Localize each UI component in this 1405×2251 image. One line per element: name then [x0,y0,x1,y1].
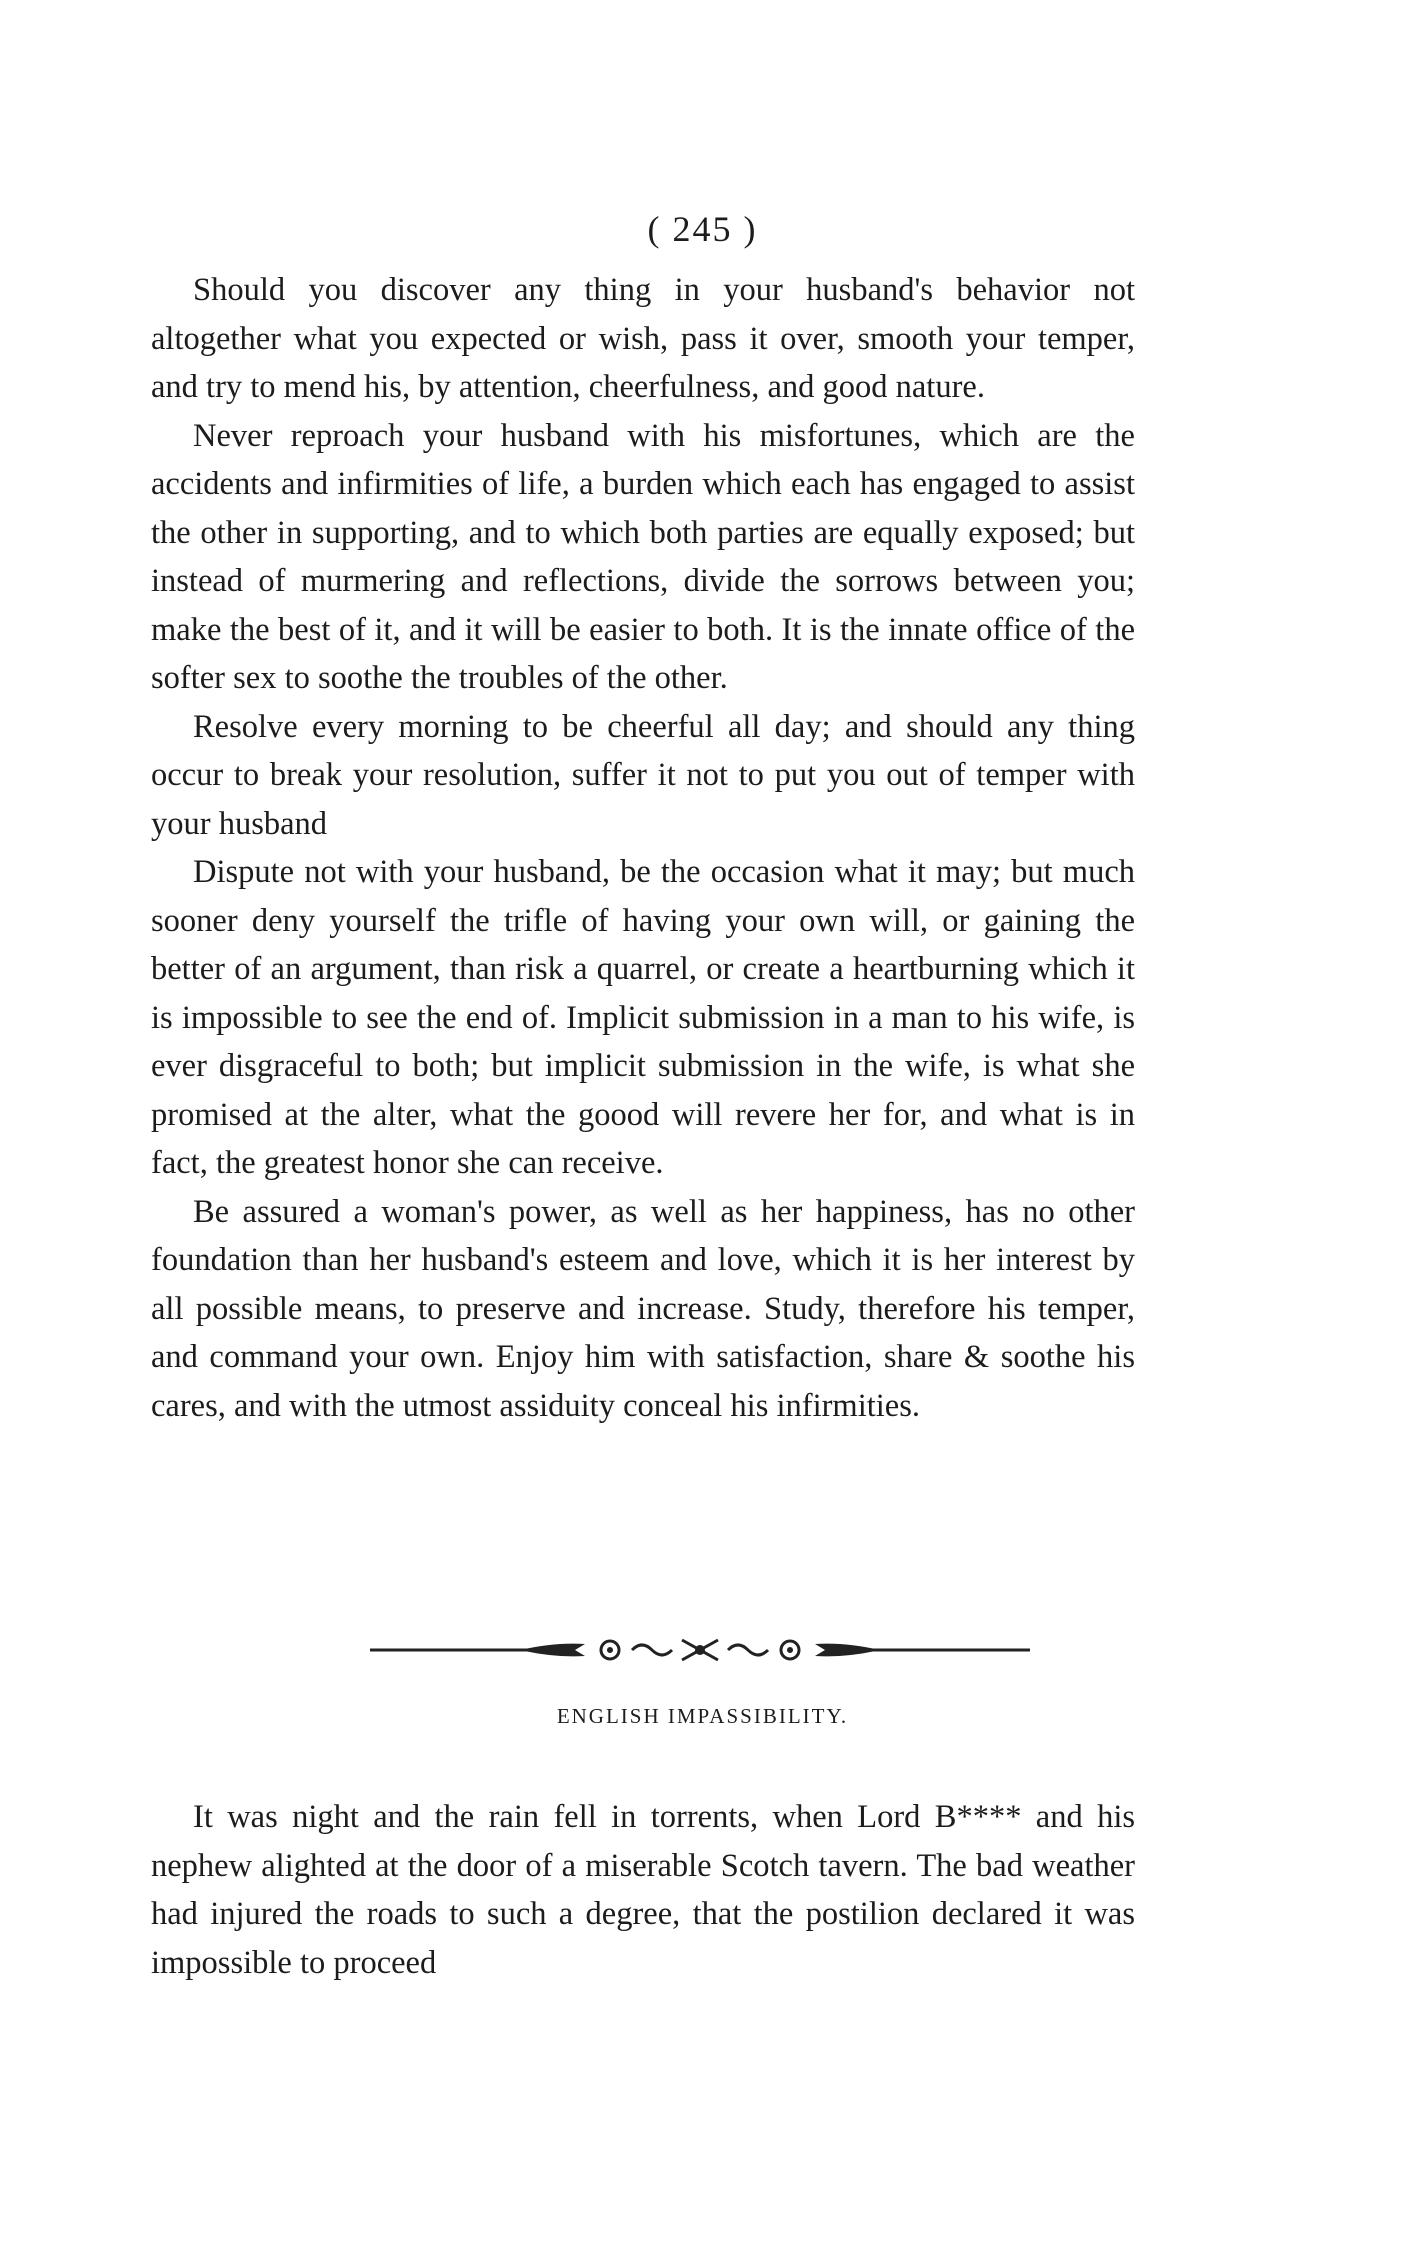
section-heading: ENGLISH IMPASSIBILITY. [556,1704,849,1728]
page-number: ( 245 ) [647,209,758,249]
ornamental-divider [370,1630,1030,1670]
paragraph-womans-power: Be assured a woman's power, as well as her happiness, has no other foundation than her husband's esteem and love, which it is her interest by all possible means, to preserve and increase. Study, therefore his temper, and command your own. Enjoy him with satisfaction, share & soothe his cares, and with the utmost assiduity conceal his infirmities. [151,1193,1135,1424]
paragraph-night-rain: It was night and the rain fell in torrents, when Lord B**** and his nephew alighted at the door of a miserable Scotch tavern. The bad weather had injured the roads to such a degree, that the postilion declared it was impossible to proceed [151,1799,1135,1981]
paragraph-misfortunes: Never reproach your husband with his misfortunes, which are the accidents and infirmities of life, a burden which each has engaged to assist the other in supporting, and to which both parties are equally exposed; but instead of murmering and reflections, divide the sorrows between you; make the best of it, and it will be easier to both. It is the innate office of the softer sex to soothe the troubles of the other. [151,417,1135,696]
body-text-top [151,266,1135,1430]
paragraph-cheerful: Resolve every morning to be cheerful all day; and should any thing occur to break your resolution, suffer it not to put you out of temper with your husband [151,708,1135,842]
paragraph-behavior: Should you discover any thing in your husband's behavior not altogether what you expected or wish, pass it over, smooth your temper, and try to mend his, by attention, cheerfulness, and good nature. [151,272,1135,405]
body-text-bottom [151,1793,1135,1987]
paragraph-dispute: Dispute not with your husband, be the occasion what it may; but much sooner deny yourself the trifle of having your own will, or gaining the better of an argument, than risk a quarrel, or create a heartburning which it is impossible to see the end of. Implicit submission in a man to his wife, is ever disgraceful to both; but implicit submission in the wife, is what she promised at the alter, what the goood will revere her for, and what is in fact, the greatest honor she can receive. [151,854,1135,1181]
